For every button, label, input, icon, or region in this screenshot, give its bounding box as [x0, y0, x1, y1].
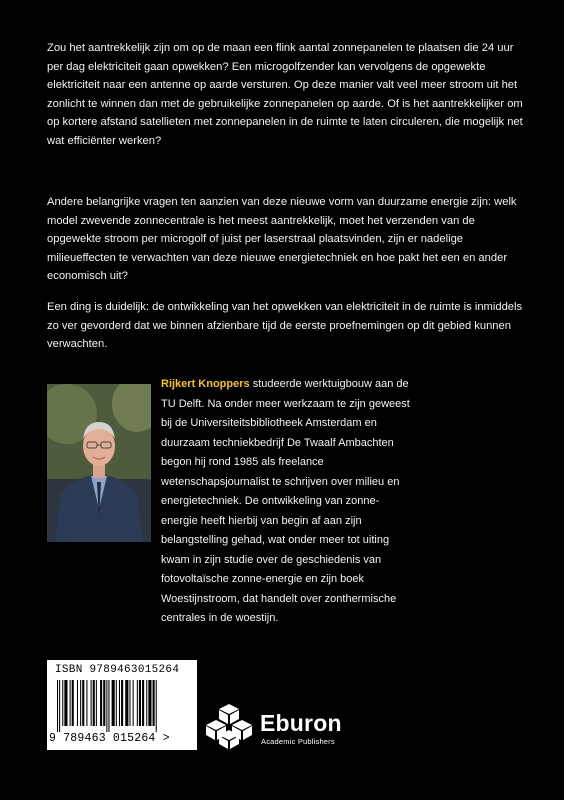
- author-photo: [47, 384, 151, 542]
- barcode-digits: 9 789463 015264 >: [49, 732, 170, 745]
- publisher-name: Eburon: [260, 710, 342, 736]
- barcode-bars: [53, 680, 193, 732]
- isbn-barcode: [47, 660, 197, 750]
- stacked-cubes-icon: [203, 702, 255, 750]
- isbn-label: ISBN 9789463015264: [55, 664, 180, 676]
- blurb-paragraph-1: Zou het aantrekkelijk zijn om op de maan een flink aantal zonnepanelen te plaatsen die 24 uur per dag elektriciteit gaan opwekken? Een microgolfzender kan vervolgens de opgewekte elektriciteit naar een antenne op aarde versturen. Op deze manier valt veel meer stroom uit het zonlicht te winnen dan met de gebruikelijke zonnepanelen op aarde. Of is het aantrekkelijker om op kortere afstand satellieten met zonnepanelen in de ruimte te laten circuleren, die mogelijk net wat efficiënter werken?: [47, 42, 523, 147]
- author-bio-text: studeerde werktuigbouw aan de TU Delft. Na onder meer werkzaam te zijn geweest bij de Universiteitsbibliotheek Amsterdam en duurzaam techniekbedrijf De Twaalf Ambachten begon hij rond 1985 als freelance wetenschapsjournalist te schrijven over milieu en energietechniek. De ontwikkeling van zonne-energie heeft hierbij van begin af aan zijn belangstelling gehad, wat onder meer tot uiting kwam in zijn studie over de geschiedenis van fotovoltaïsche zonne-energie en zijn boek Woestijnstroom, dat handelt over zonthermische centrales in de woestijn.: [161, 378, 410, 624]
- blurb-paragraph-2: Andere belangrijke vragen ten aanzien van deze nieuwe vorm van duurzame energie zijn: welk model zwevende zonnecentrale is het meest aantrekkelijk, moet het verzenden van de opgewekte stroom per microgolf of juist per laserstraal plaatsvinden, zijn er nadelige milieueffecten te verwachten van deze nieuwe energietechniek en hoe pakt het een en ander economisch uit?: [47, 196, 517, 283]
- publisher-subtitle: Academic Publishers: [261, 737, 335, 746]
- author-bio: [161, 375, 411, 629]
- publisher-logo: [203, 702, 353, 752]
- author-portrait-image: [47, 384, 151, 542]
- blurb-paragraph-3: Een ding is duidelijk: de ontwikkeling van het opwekken van elektriciteit in de ruimte is inmiddels zo ver gevorderd dat we binnen afzienbare tijd de eerste proefnemingen op dit gebied kunnen verwachten.: [47, 301, 523, 351]
- author-name: Rijkert Knoppers: [161, 378, 250, 390]
